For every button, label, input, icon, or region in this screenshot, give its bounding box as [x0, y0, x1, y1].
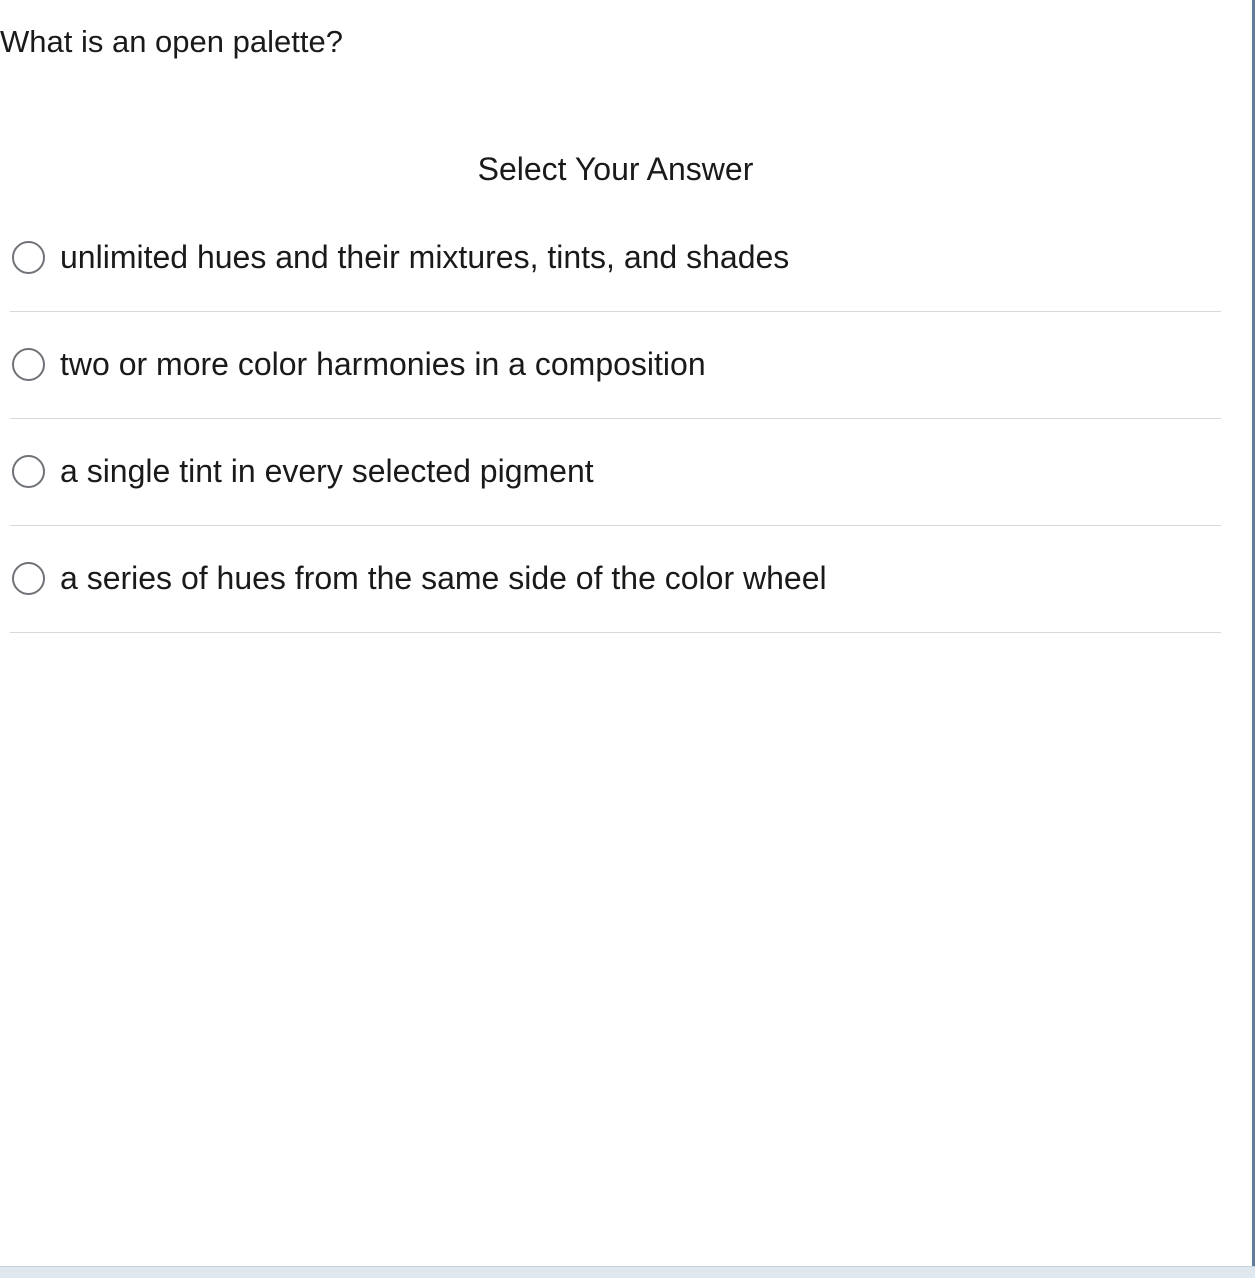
answer-option[interactable]: [10, 419, 1221, 526]
answer-option[interactable]: [10, 312, 1221, 419]
question-text: What is an open palette?: [0, 24, 343, 59]
answer-option-label[interactable]: a single tint in every selected pigment: [60, 453, 594, 489]
answer-option-label[interactable]: a series of hues from the same side of the color wheel: [60, 560, 827, 596]
answer-option-label[interactable]: unlimited hues and their mixtures, tints, and shades: [60, 239, 790, 275]
radio-button[interactable]: [12, 455, 45, 488]
radio-button[interactable]: [12, 562, 45, 595]
answer-option[interactable]: [10, 205, 1221, 312]
answer-option-label[interactable]: two or more color harmonies in a composition: [60, 346, 706, 382]
answer-options-list: [10, 205, 1221, 633]
answer-prompt: Select Your Answer: [477, 151, 754, 187]
radio-button[interactable]: [12, 241, 45, 274]
radio-button[interactable]: [12, 348, 45, 381]
answer-option[interactable]: [10, 526, 1221, 633]
bottom-toolbar: [0, 1266, 1255, 1278]
